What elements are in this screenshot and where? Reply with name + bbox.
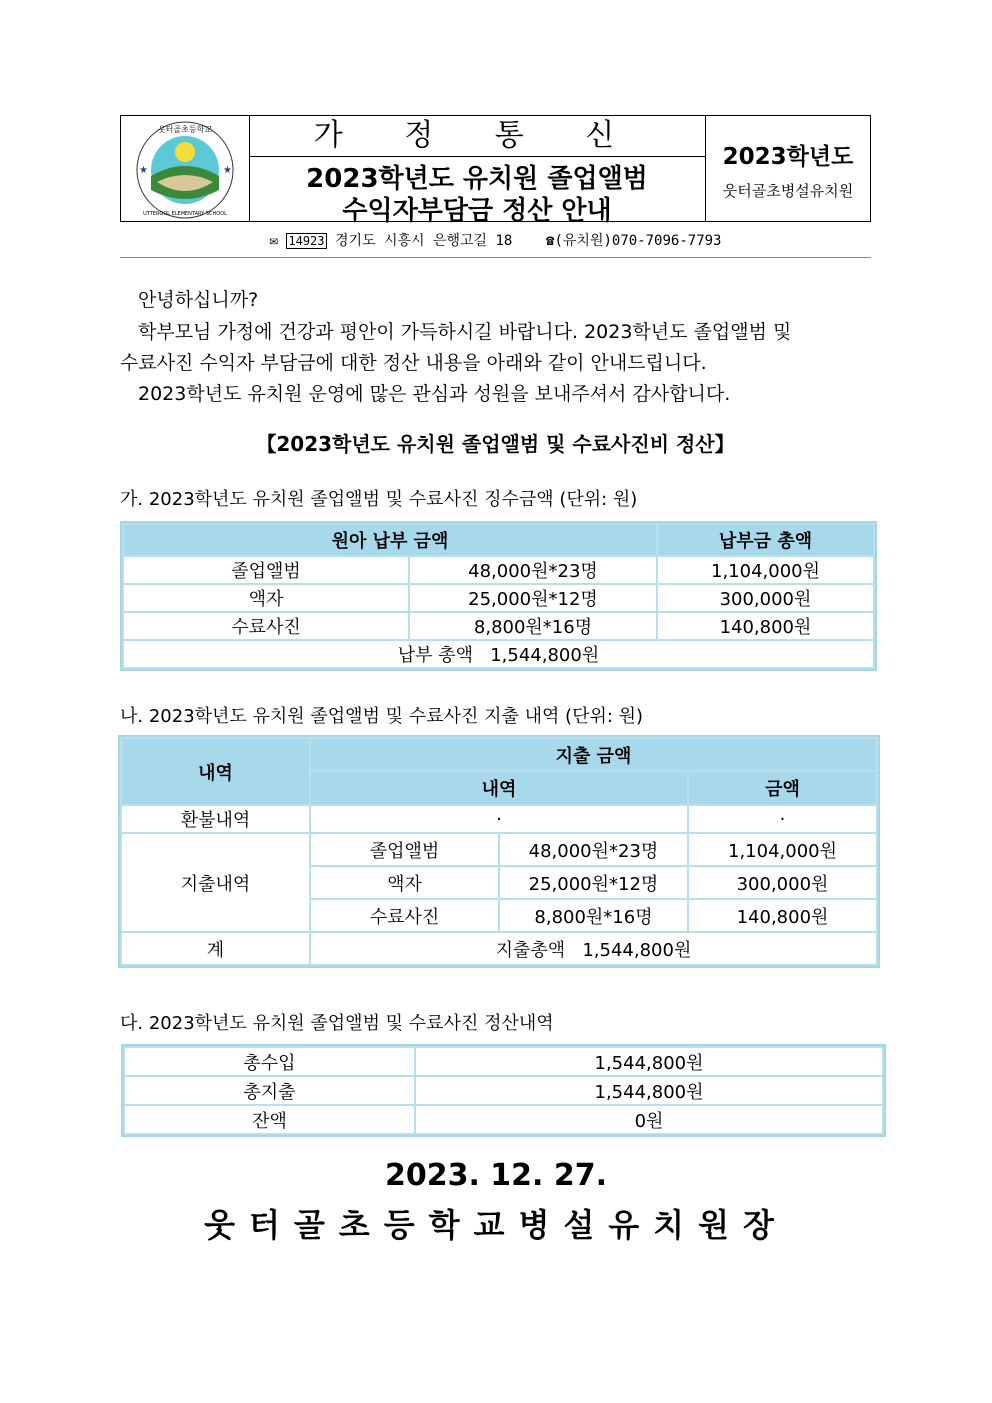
- sum-label: 계: [121, 932, 310, 965]
- address-text: 경기도 시흥시 은행고길 18: [334, 233, 513, 249]
- intro-line-1: 학부모님 가정에 건강과 평안이 가득하시길 바랍니다. 2023학년도 졸업앨범 및: [138, 321, 792, 343]
- row-item: 액자: [123, 584, 409, 612]
- refund-amount: ·: [688, 805, 877, 833]
- school-year: 2023학년도: [722, 144, 854, 170]
- row-amount: 140,800원: [657, 612, 874, 640]
- table-row: [124, 1047, 883, 1076]
- table-c-caption: 다. 2023학년도 유치원 졸업앨범 및 수료사진 정산내역: [120, 1013, 554, 1034]
- table-row: [123, 612, 874, 640]
- svg-text:★: ★: [139, 165, 148, 176]
- row-label: 잔액: [124, 1105, 415, 1134]
- row-calc: 25,000원*12명: [499, 866, 688, 899]
- row-amount: 140,800원: [688, 899, 877, 932]
- logo-en-text: UTTERGOL ELEMENTARY SCHOOL: [143, 211, 227, 217]
- intro-line-2: 수료사진 수익자 부담금에 대한 정산 내용을 아래와 같이 안내드립니다.: [120, 352, 707, 374]
- intro-line-3: 2023학년도 유치원 운영에 많은 관심과 성원을 보내주셔서 감사합니다.: [138, 383, 731, 405]
- row-calc: 48,000원*23명: [499, 833, 688, 866]
- school-year-cell: [706, 116, 870, 221]
- table-a-caption: 가. 2023학년도 유치원 졸업앨범 및 수료사진 징수금액 (단위: 원): [120, 489, 638, 510]
- table-row: [121, 833, 877, 866]
- row-calc: 25,000원*12명: [409, 584, 657, 612]
- header-category: 내역: [121, 738, 310, 805]
- row-item: 수료사진: [310, 899, 499, 932]
- row-calc: 8,800원*16명: [409, 612, 657, 640]
- table-row: [124, 1076, 883, 1105]
- header-box: [120, 115, 871, 226]
- header-amount: 금액: [688, 771, 877, 805]
- row-amount: 1,104,000원: [688, 833, 877, 866]
- expense-table: [120, 737, 878, 966]
- refund-label: 환불내역: [121, 805, 310, 833]
- row-item: 수료사진: [123, 612, 409, 640]
- row-label: 총수입: [124, 1047, 415, 1076]
- title-line-2: 수익자부담금 정산 안내: [342, 196, 612, 226]
- row-value: 1,544,800원: [415, 1047, 883, 1076]
- school-logo-icon: [121, 116, 249, 221]
- greeting: 안녕하십니까?: [138, 289, 259, 311]
- logo-text: 웃터골초등학교: [157, 125, 213, 134]
- row-item: 졸업앨범: [310, 833, 499, 866]
- newsletter-heading: 가 정 통 신: [249, 116, 705, 157]
- row-label: 총지출: [124, 1076, 415, 1105]
- row-calc: 48,000원*23명: [409, 556, 657, 584]
- row-amount: 1,104,000원: [657, 556, 874, 584]
- settlement-table: [123, 1046, 884, 1135]
- table-row: [123, 584, 874, 612]
- row-calc: 8,800원*16명: [499, 899, 688, 932]
- table-b-caption: 나. 2023학년도 유치원 졸업앨범 및 수료사진 지출 내역 (단위: 원): [120, 706, 644, 727]
- svg-text:★: ★: [223, 165, 232, 176]
- zip-code: 14923: [288, 234, 325, 248]
- mail-icon: ✉: [269, 233, 278, 249]
- header-total: 납부금 총액: [657, 524, 874, 556]
- table-row: [123, 556, 874, 584]
- collection-table: [122, 523, 875, 669]
- address-line: [120, 230, 871, 250]
- refund-detail: ·: [310, 805, 688, 833]
- title-cell: [249, 116, 706, 226]
- row-value: 1,544,800원: [415, 1076, 883, 1105]
- phone-text: ☎(유치원)070-7096-7793: [546, 233, 722, 249]
- divider: [120, 257, 871, 258]
- signature: 웃터골초등학교병설유치원장: [204, 1206, 788, 1244]
- header-detail: 내역: [310, 771, 688, 805]
- title-line-1: 2023학년도 유치원 졸업앨범: [306, 164, 648, 194]
- row-amount: 300,000원: [688, 866, 877, 899]
- sum-value: 지출총액 1,544,800원: [310, 932, 877, 965]
- row-value: 0원: [415, 1105, 883, 1134]
- header-spend: 지출 금액: [310, 738, 877, 771]
- payment-total: 납부 총액 1,544,800원: [123, 640, 874, 668]
- header-payment: 원아 납부 금액: [123, 524, 657, 556]
- row-amount: 300,000원: [657, 584, 874, 612]
- logo-cell: [121, 116, 250, 221]
- document-date: 2023. 12. 27.: [384, 1158, 608, 1193]
- row-item: 졸업앨범: [123, 556, 409, 584]
- school-name: 웃터골초병설유치원: [722, 182, 854, 200]
- row-item: 액자: [310, 866, 499, 899]
- section-title: 【2023학년도 유치원 졸업앨범 및 수료사진비 정산】: [256, 432, 735, 456]
- spend-label: 지출내역: [121, 833, 310, 932]
- table-row: [124, 1105, 883, 1134]
